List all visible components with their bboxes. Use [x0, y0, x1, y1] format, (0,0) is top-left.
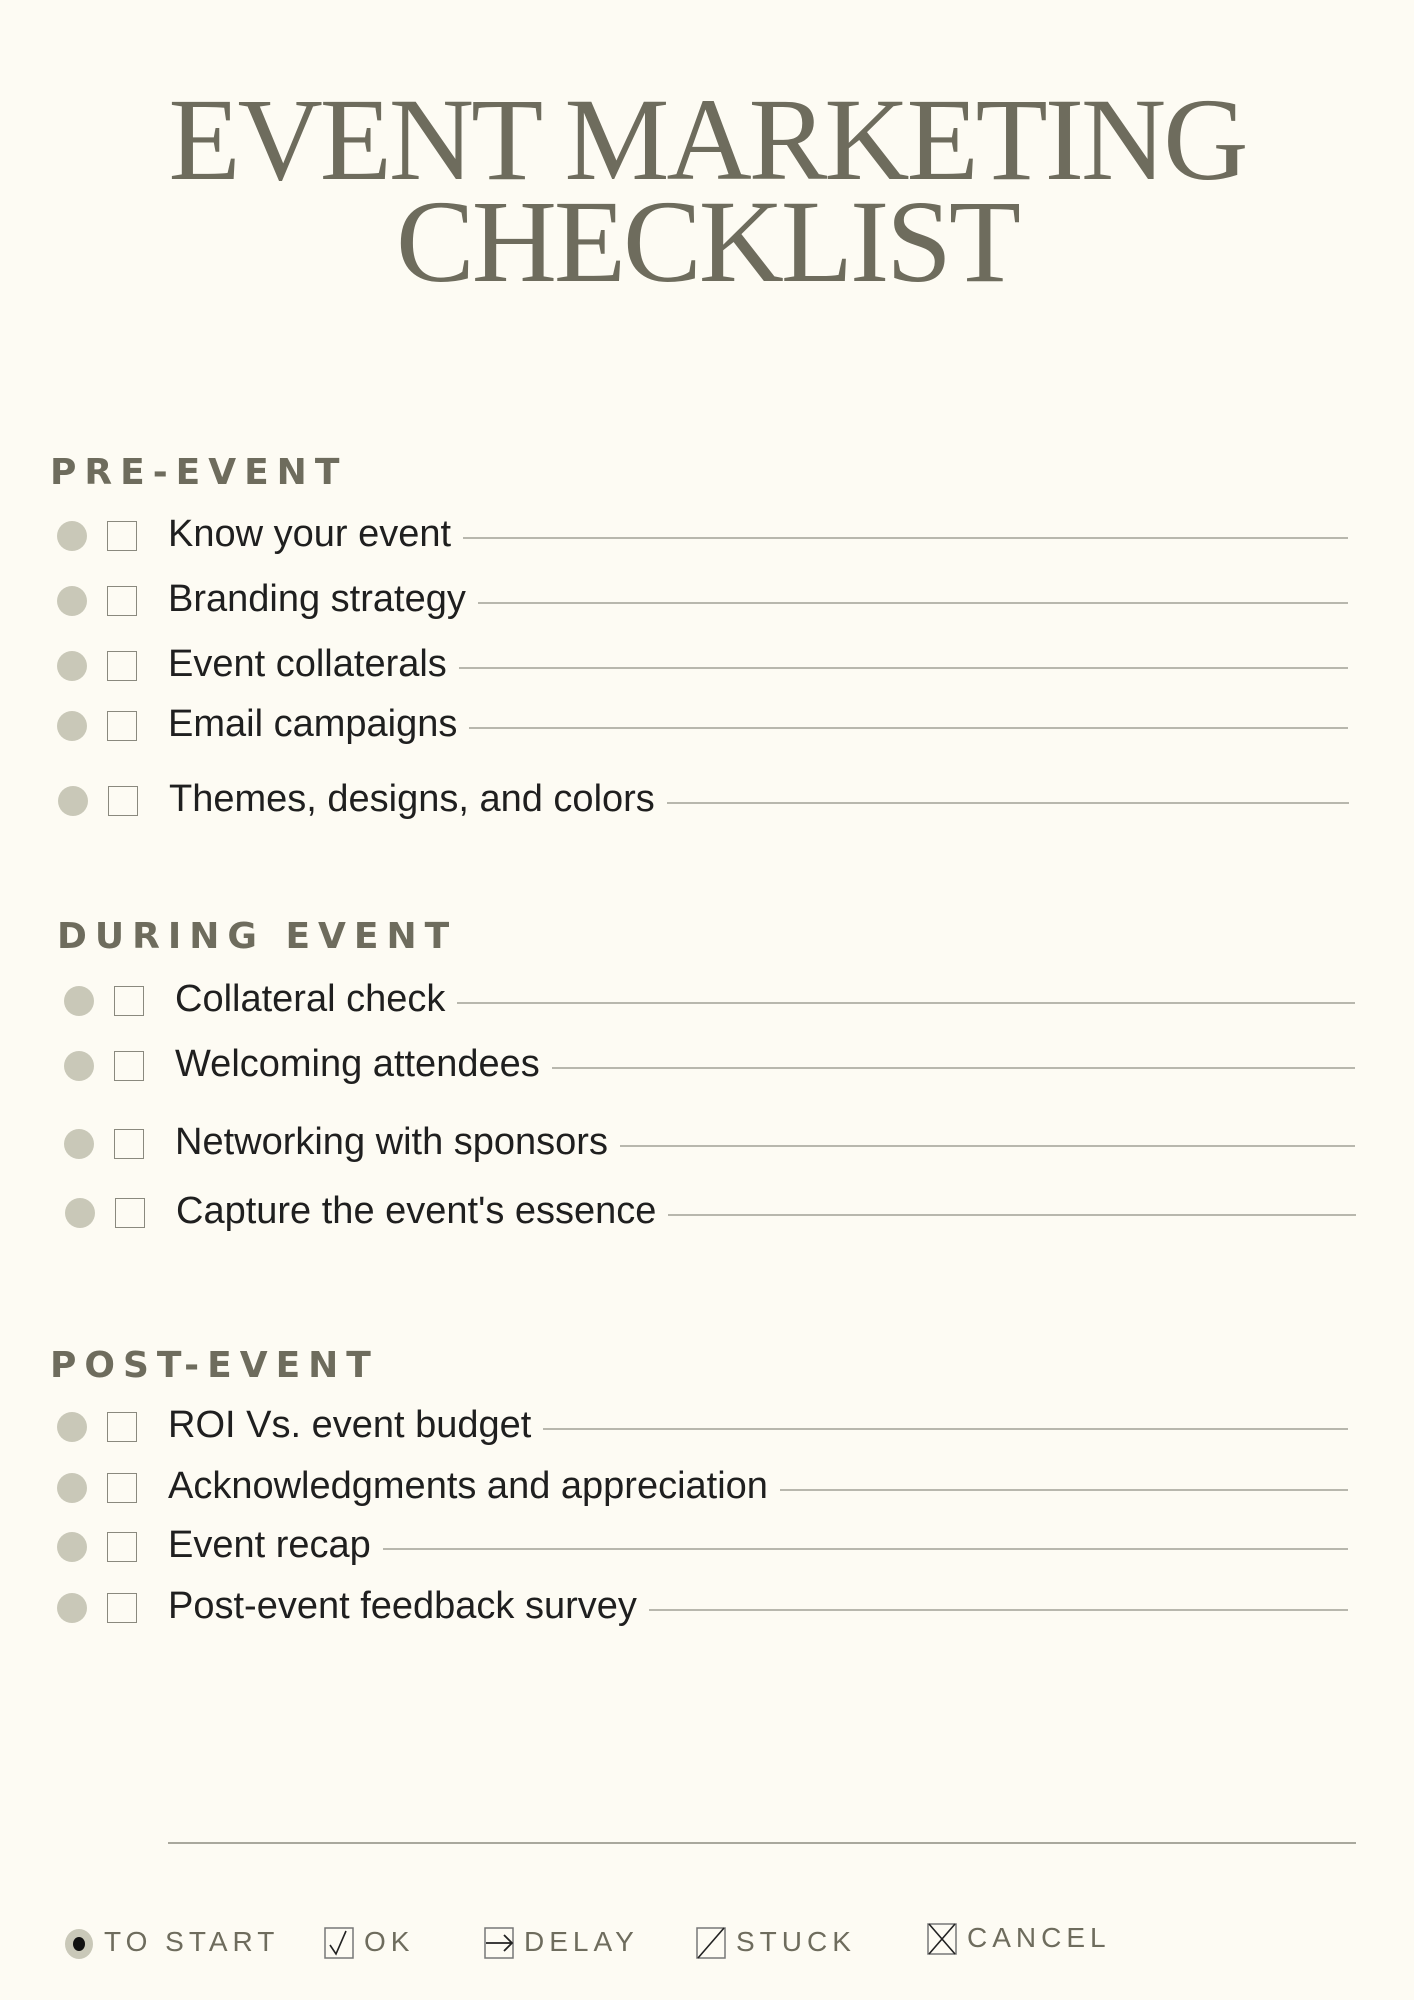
checklist-item: [7, 976, 1414, 1026]
legend-label: OK: [364, 1926, 415, 1957]
checklist-item: [1, 776, 1414, 826]
checklist-item: [0, 1402, 1414, 1452]
checklist-item: [0, 1583, 1414, 1633]
item-label: Themes, designs, and colors: [169, 776, 667, 822]
item-checkbox[interactable]: [107, 1532, 137, 1562]
item-label: Email campaigns: [168, 701, 469, 747]
arrow-right-icon: [484, 1927, 514, 1957]
check-icon: [324, 1927, 354, 1957]
status-dot-icon: [57, 651, 87, 681]
item-label: Know your event: [168, 511, 463, 557]
notes-line: [168, 1842, 1356, 1844]
item-checkbox[interactable]: [107, 1412, 137, 1442]
status-dot-icon: [64, 986, 94, 1016]
status-dot-icon: [57, 1473, 87, 1503]
checklist-item: [0, 641, 1414, 691]
item-label: Event collaterals: [168, 641, 459, 687]
item-label: Welcoming attendees: [175, 1041, 552, 1087]
checklist-item: [0, 1522, 1414, 1572]
legend-label: DELAY: [524, 1926, 639, 1957]
dot-icon: [64, 1927, 94, 1957]
legend-label: STUCK: [736, 1926, 856, 1957]
item-label: Networking with sponsors: [175, 1119, 620, 1165]
status-dot-icon: [57, 1412, 87, 1442]
item-label: ROI Vs. event budget: [168, 1402, 543, 1448]
item-checkbox[interactable]: [107, 1593, 137, 1623]
item-label: Acknowledgments and appreciation: [168, 1463, 780, 1509]
item-label: Event recap: [168, 1522, 383, 1568]
section-heading: PRE-EVENT: [50, 452, 348, 493]
status-dot-icon: [57, 586, 87, 616]
section-heading: DURING EVENT: [57, 916, 458, 957]
item-checkbox[interactable]: [114, 1129, 144, 1159]
item-checkbox[interactable]: [108, 786, 138, 816]
checklist-item: [0, 576, 1414, 626]
section-heading: POST-EVENT: [50, 1345, 379, 1386]
title-line-2: CHECKLIST: [396, 176, 1018, 307]
legend-label: TO START: [104, 1926, 280, 1957]
legend-label: CANCEL: [967, 1922, 1111, 1953]
x-icon: [927, 1923, 957, 1953]
item-checkbox[interactable]: [114, 1051, 144, 1081]
status-dot-icon: [65, 1198, 95, 1228]
legend-to-start: [64, 1920, 279, 1964]
status-dot-icon: [64, 1051, 94, 1081]
item-label: Branding strategy: [168, 576, 478, 622]
legend-cancel: [927, 1916, 1111, 1960]
item-checkbox[interactable]: [107, 711, 137, 741]
legend-ok: [324, 1920, 414, 1964]
item-label: Post-event feedback survey: [168, 1583, 649, 1629]
legend-delay: [484, 1920, 639, 1964]
checklist-item: [0, 1463, 1414, 1513]
item-label: Capture the event's essence: [176, 1188, 668, 1234]
item-checkbox[interactable]: [114, 986, 144, 1016]
item-checkbox[interactable]: [107, 521, 137, 551]
status-dot-icon: [57, 1593, 87, 1623]
title-line-1: EVENT MARKETING: [168, 74, 1246, 205]
item-checkbox[interactable]: [107, 1473, 137, 1503]
item-label: Collateral check: [175, 976, 457, 1022]
checklist-item: [0, 511, 1414, 561]
status-dot-icon: [64, 1129, 94, 1159]
checklist-item: [8, 1188, 1414, 1238]
legend-stuck: [696, 1920, 856, 1964]
checklist-item: [0, 701, 1414, 751]
status-dot-icon: [57, 711, 87, 741]
checklist-item: [7, 1119, 1414, 1169]
checklist-item: [7, 1041, 1414, 1091]
status-dot-icon: [57, 1532, 87, 1562]
item-checkbox[interactable]: [107, 651, 137, 681]
slash-icon: [696, 1927, 726, 1957]
item-checkbox[interactable]: [115, 1198, 145, 1228]
status-dot-icon: [58, 786, 88, 816]
item-checkbox[interactable]: [107, 586, 137, 616]
status-dot-icon: [57, 521, 87, 551]
